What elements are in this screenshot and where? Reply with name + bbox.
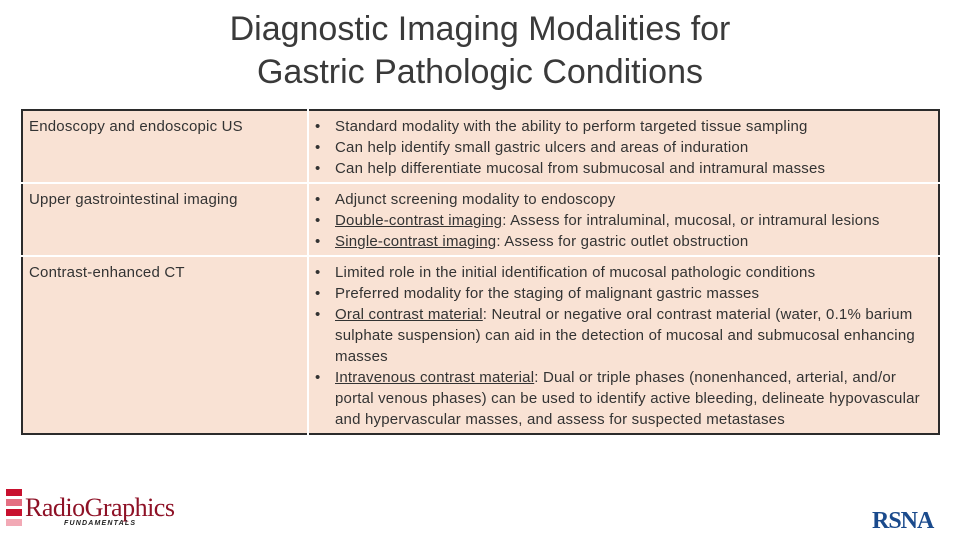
list-item <box>315 210 930 231</box>
list-item <box>315 367 930 430</box>
modality-description <box>308 110 939 183</box>
point-text: : Neutral or negative oral contrast material (water, 0.1% barium sulphate suspension) can aid in the detection of mucosal and submucosal enhancing masses <box>335 306 915 365</box>
list-item <box>315 189 930 210</box>
bullet-icon: • <box>315 212 321 229</box>
bullet-icon: • <box>315 285 321 302</box>
bullet-icon: • <box>315 160 321 177</box>
point-text: Limited role in the initial identification of mucosal pathologic conditions <box>335 264 816 281</box>
point-text: : Assess for gastric outlet obstruction <box>496 233 749 250</box>
table-row <box>22 256 939 434</box>
radiographics-logo-bars <box>6 489 22 529</box>
point-text: Standard modality with the ability to perform targeted tissue sampling <box>335 118 808 135</box>
point-term: Oral contrast material <box>335 306 483 323</box>
modalities-table <box>21 109 940 435</box>
point-text: Can help identify small gastric ulcers and areas of induration <box>335 139 749 156</box>
radiographics-logo <box>6 487 196 532</box>
bullet-icon: • <box>315 306 321 323</box>
bullet-icon: • <box>315 233 321 250</box>
point-term: Intravenous contrast material <box>335 369 535 386</box>
point-text: Adjunct screening modality to endoscopy <box>335 191 616 208</box>
point-term: Double-contrast imaging <box>335 212 503 229</box>
modality-description <box>308 256 939 434</box>
bullet-icon: • <box>315 118 321 135</box>
point-text: Can help differentiate mucosal from submucosal and intramural masses <box>335 160 826 177</box>
slide-title <box>0 8 960 94</box>
rsna-logo: RSNA <box>872 508 934 534</box>
bullet-icon: • <box>315 264 321 281</box>
list-item <box>315 158 930 179</box>
radiographics-logo-name: RadioGraphics <box>25 493 175 522</box>
radiographics-logo-subtitle: FUNDAMENTALS <box>64 520 137 527</box>
modality-description <box>308 183 939 256</box>
point-text: : Dual or triple phases (nonenhanced, arterial, and/or portal venous phases) can be used to identify active bleeding, delineate hypovascular and hypervascular masses, and assess for suspected metastases <box>335 369 920 428</box>
point-text: : Assess for intraluminal, mucosal, or intramural lesions <box>502 212 880 229</box>
list-item <box>315 116 930 137</box>
modality-name: Endoscopy and endoscopic US <box>29 118 243 135</box>
slide-title-line-2: Gastric Pathologic Conditions <box>256 53 703 91</box>
table-row <box>22 183 939 256</box>
modality-name: Upper gastrointestinal imaging <box>22 183 308 256</box>
list-item <box>315 262 930 283</box>
bullet-list <box>315 116 930 179</box>
list-item <box>315 304 930 367</box>
list-item <box>315 283 930 304</box>
bullet-list <box>315 189 930 252</box>
point-term: Single-contrast imaging <box>335 233 497 250</box>
bullet-list <box>315 262 930 430</box>
list-item <box>315 137 930 158</box>
list-item <box>315 231 930 252</box>
point-text: Preferred modality for the staging of malignant gastric masses <box>335 285 760 302</box>
slide-title-line-1: Diagnostic Imaging Modalities for <box>229 10 731 48</box>
bullet-icon: • <box>315 369 321 386</box>
modalities-table-body <box>22 110 939 434</box>
bullet-icon: • <box>315 139 321 156</box>
table-row <box>22 110 939 183</box>
bullet-icon: • <box>315 191 321 208</box>
modality-name: Contrast-enhanced CT <box>22 256 308 434</box>
